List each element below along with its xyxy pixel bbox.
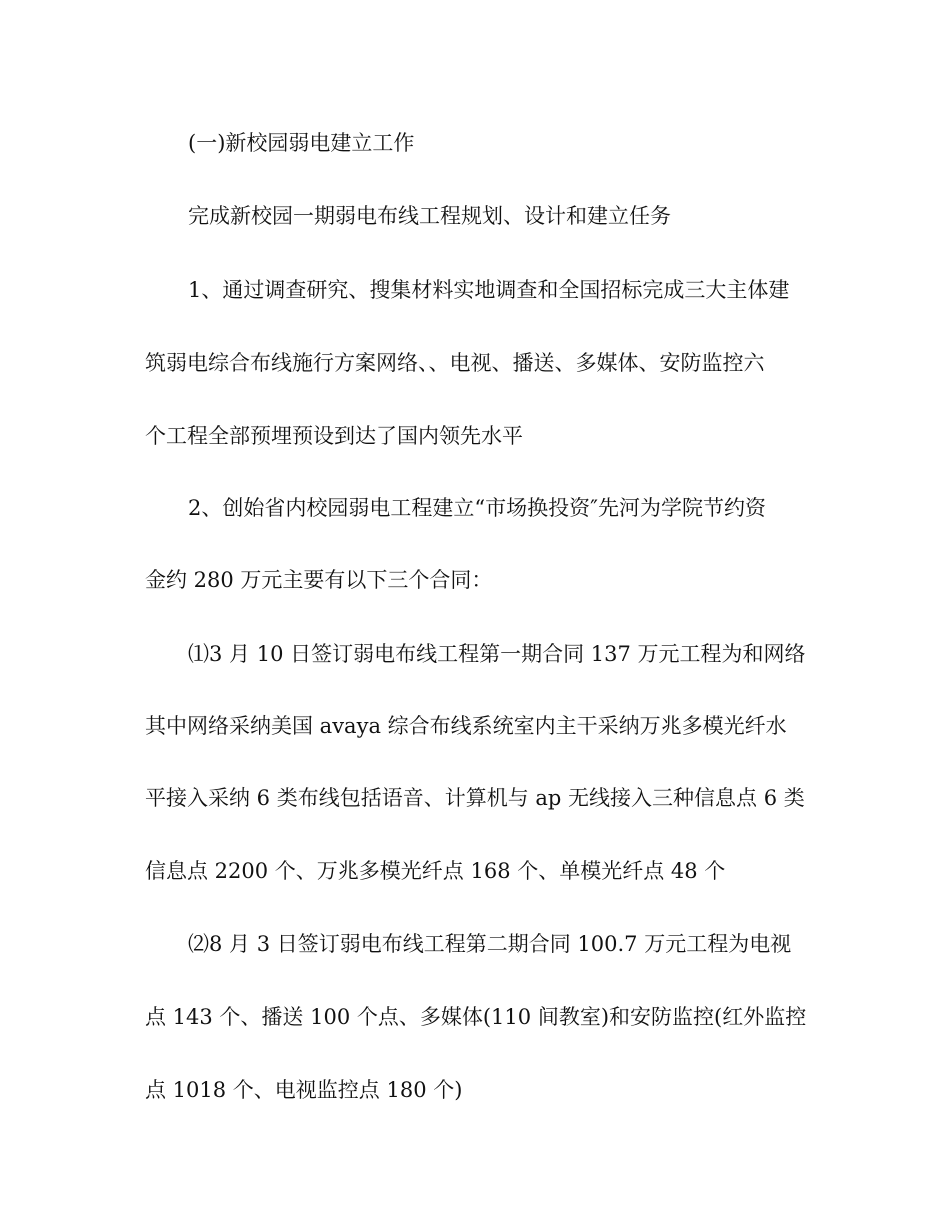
paragraph-1-line-3: 个工程全部预埋预设到达了国内领先水平 — [145, 424, 523, 448]
paragraph-2-line-1: 2、创始省内校园弱电工程建立“市场换投资″先河为学院节约资 — [188, 496, 766, 520]
contract-2-line-3: 点 1018 个、电视监控点 180 个) — [145, 1078, 463, 1102]
section-heading: (一)新校园弱电建立工作 — [188, 131, 415, 155]
contract-1-line-4: 信息点 2200 个、万兆多模光纤点 168 个、单模光纤点 48 个 — [145, 859, 726, 883]
contract-2-line-2: 点 143 个、播送 100 个点、多媒体(110 间教室)和安防监控(红外监控 — [145, 1005, 807, 1029]
paragraph-1-line-1: 1、通过调查研究、搜集材料实地调查和全国招标完成三大主体建 — [188, 278, 790, 302]
contract-1-line-1: ⑴3 月 10 日签订弱电布线工程第一期合同 137 万元工程为和网络 — [188, 642, 806, 666]
paragraph-1-line-2: 筑弱电综合布线施行方案网络、、电视、播送、多媒体、安防监控六 — [145, 351, 765, 375]
contract-1-line-3: 平接入采纳 6 类布线包括语音、计算机与 ap 无线接入三种信息点 6 类 — [145, 786, 805, 810]
contract-1-line-2: 其中网络采纳美国 avaya 综合布线系统室内主干采纳万兆多模光纤水 — [145, 714, 787, 738]
summary-paragraph: 完成新校园一期弱电布线工程规划、设计和建立任务 — [188, 204, 671, 228]
contract-2-line-1: ⑵8 月 3 日签订弱电布线工程第二期合同 100.7 万元工程为电视 — [188, 932, 792, 956]
paragraph-2-line-2: 金约 280 万元主要有以下三个合同： — [145, 568, 493, 592]
